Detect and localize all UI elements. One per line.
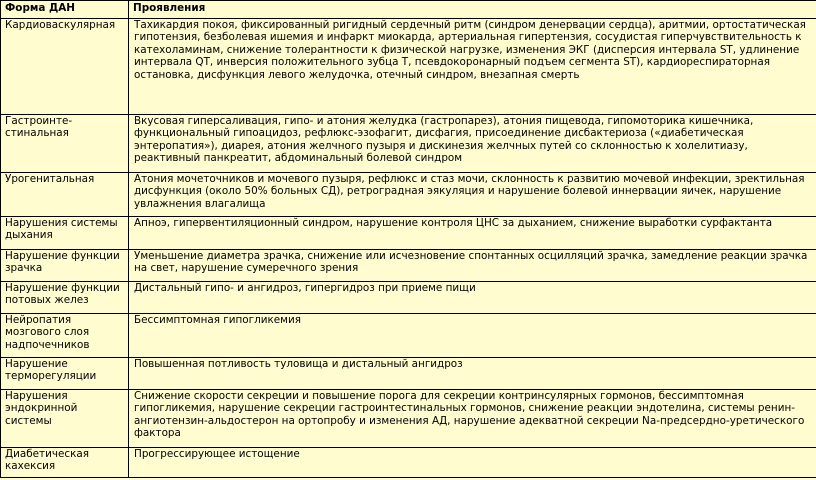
row-form: Нарушения эндокринной системы (1, 390, 129, 448)
row-manifestations: Дистальный гипо- и ангидроз, гипергидроз при приеме пищи (129, 282, 816, 314)
row-form: Нарушение функции зрачка (1, 250, 129, 282)
table-row (1, 19, 816, 115)
table-row (1, 358, 816, 390)
row-manifestations: Повышенная потливость туловища и дистальный ангидроз (129, 358, 816, 390)
table-row (1, 448, 816, 478)
row-manifestations: Тахикардия покоя, фиксированный ригидный сердечный ритм (синдром денервации сердца), аритмии, ортостатическая гипотензия, безболевая ишемия и инфаркт миокарда, артериальная гипертензия, сосудистая гиперчувствительность к катехоламинам, снижение толерантности к физической нагрузке, изменения ЭКГ (дисперсия интервала ST, удлинение интервала QT, инверсия положительного зубца T, псевдокоронарный подъем сегмента ST), кардиореспираторная остановка, дисфункция левого желудочка, отечный синдром, внезапная смерть (129, 19, 816, 115)
header-form: Форма ДАН (1, 1, 129, 19)
row-manifestations: Уменьшение диаметра зрачка, снижение или исчезновение спонтанных осцилляций зрачка, замедление реакции зрачка на свет, нарушение сумеречного зрения (129, 250, 816, 282)
row-form: Гастроинте- стинальная (1, 115, 129, 173)
row-manifestations: Прогрессирующее истощение (129, 448, 816, 478)
table-row (1, 250, 816, 282)
table-header-row (1, 1, 816, 19)
row-form: Нарушения системы дыхания (1, 217, 129, 250)
row-form: Нарушение функции потовых желез (1, 282, 129, 314)
table-row (1, 314, 816, 358)
row-form: Нарушение терморегуляции (1, 358, 129, 390)
header-manifestations: Проявления (129, 1, 816, 19)
table-row (1, 390, 816, 448)
row-form: Урогенитальная (1, 173, 129, 217)
row-manifestations: Бессимптомная гипогликемия (129, 314, 816, 358)
row-form: Нейропатия мозгового слоя надпочечников (1, 314, 129, 358)
row-manifestations: Атония мочеточников и мочевого пузыря, рефлюкс и стаз мочи, склонность к развитию мочевой инфекции, зректильная дисфункция (около 50% больных СД), ретроградная эякуляция и нарушение болевой иннервации яичек, нарушение увлажнения влагалища (129, 173, 816, 217)
row-manifestations: Снижение скорости секреции и повышение порога для секреции контринсулярных гормонов, бессимптомная гипогликемия, нарушение секреции гастроинтестинальных гормонов, снижение реакции эндотелина, системы ренин-ангиотензин-альдостерон на ортопробу и изменения АД, нарушение адекватной секреции Na-предсердно-уретического фактора (129, 390, 816, 448)
table-row (1, 115, 816, 173)
row-form: Кардиоваскулярная (1, 19, 129, 115)
row-manifestations: Вкусовая гиперсаливация, гипо- и атония желудка (гастропарез), атония пищевода, гипомоторика кишечника, функциональный гипоацидоз, рефлюкс-эзофагит, дисфагия, присоединение дисбактериоза («диабетическая энтеропатия»), диарея, атония желчного пузыря и дискинезия желчных путей со склонностью к холелитиазу, реактивный панкреатит, абдоминальный болевой синдром (129, 115, 816, 173)
table-row (1, 282, 816, 314)
table-row (1, 173, 816, 217)
row-form: Диабетическая кахексия (1, 448, 129, 478)
row-manifestations: Апноэ, гипервентиляционный синдром, нарушение контроля ЦНС за дыханием, снижение выработки сурфактанта (129, 217, 816, 250)
table-row (1, 217, 816, 250)
